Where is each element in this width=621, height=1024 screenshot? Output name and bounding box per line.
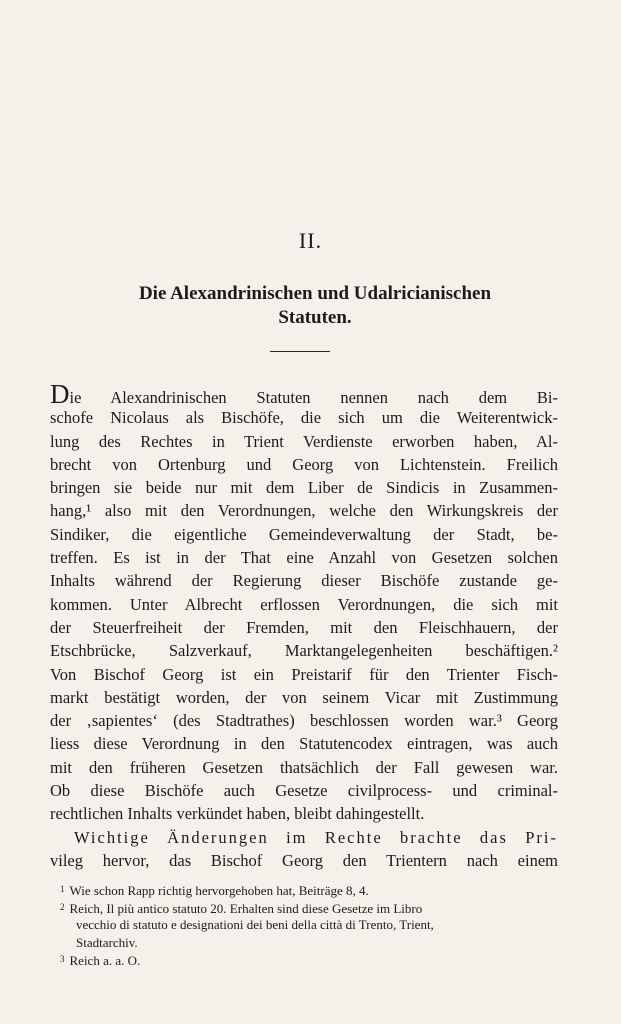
body-line: brecht von Ortenburg und Georg von Lichtenstein. Freilich — [50, 454, 558, 474]
body-line: schofe Nicolaus als Bischöfe, die sich um die Weiterentwick- — [50, 408, 558, 428]
body-line: treffen. Es ist in der That eine Anzahl von Gesetzen solchen — [50, 548, 558, 568]
footnote-2-continuation: vecchio di statuto e designationi dei beni della città di Trento, Trient, — [76, 917, 434, 932]
body-line: lung des Rechtes in Trient Verdienste erworben haben, Al- — [50, 431, 558, 451]
body-line: kommen. Unter Albrecht erflossen Verordnungen, die sich mit — [50, 594, 558, 614]
body-line: Sindiker, die eigentliche Gemeindeverwaltung der Stadt, be- — [50, 524, 558, 544]
body-line: mit den früheren Gesetzen thatsächlich der Fall gewesen war. — [50, 757, 558, 777]
body-line: Von Bischof Georg ist ein Preistarif für den Trienter Fisch- — [50, 664, 558, 684]
body-line: der ‚sapientes‘ (des Stadtrathes) beschlossen worden war.³ Georg — [50, 711, 558, 731]
body-line: Wichtige Änderungen im Rechte brachte das Pri- — [74, 827, 558, 847]
body-line: rechtlichen Inhalts verkündet haben, bleibt dahingestellt. — [50, 804, 425, 824]
body-line: markt bestätigt worden, der von seinem Vicar mit Zustimmung — [50, 687, 558, 707]
heading-divider — [270, 351, 330, 352]
body-text — [50, 379, 558, 872]
body-line: liess diese Verordnung in den Statutencodex eintragen, was auch — [50, 734, 558, 754]
footnote-mark: 2 — [60, 901, 65, 912]
heading-line-2: Statuten. — [278, 307, 352, 328]
body-line: hang,¹ also mit den Verordnungen, welche den Wirkungskreis der — [50, 501, 558, 521]
footnote-2: $^2$ Reich, Il più antico statuto 20. Erhalten sind diese Gesetze im Libro — [60, 900, 423, 916]
body-line: der Steuerfreiheit der Fremden, mit den Fleischhauern, der — [50, 617, 558, 637]
body-line: vileg hervor, das Bischof Georg den Trientern nach einem — [50, 850, 558, 870]
footnote-3: $^3$ Reich a. a. O. — [60, 953, 141, 968]
drop-cap: D — [50, 379, 70, 409]
body-line: Inhalts während der Regierung dieser Bischöfe zustande ge- — [50, 571, 558, 591]
footnote-mark: 3 — [60, 954, 65, 964]
body-line: Ob diese Bischöfe auch Gesetze civilprocess- und criminal- — [50, 781, 558, 801]
footnote-2-continuation: Stadtarchiv. — [76, 934, 138, 950]
body-line: bringen sie beide nur mit dem Liber de Sindicis in Zusammen- — [50, 478, 558, 498]
heading-line-1: Die Alexandrinischen und Udalricianischen — [138, 283, 492, 304]
footnote-mark: 1 — [60, 884, 65, 894]
chapter-numeral: II. — [298, 228, 323, 253]
footnotes — [60, 881, 556, 969]
body-line: Etschbrücke, Salzverkauf, Marktangelegenheiten beschäftigen.² — [50, 641, 558, 661]
chapter-heading — [80, 282, 550, 330]
body-line: Die Alexandrinischen Statuten nennen nach dem Bi- — [50, 379, 558, 409]
footnote-1: $^1$ Wie schon Rapp richtig hervorgehoben hat, Beiträge 8, 4. — [60, 883, 369, 898]
